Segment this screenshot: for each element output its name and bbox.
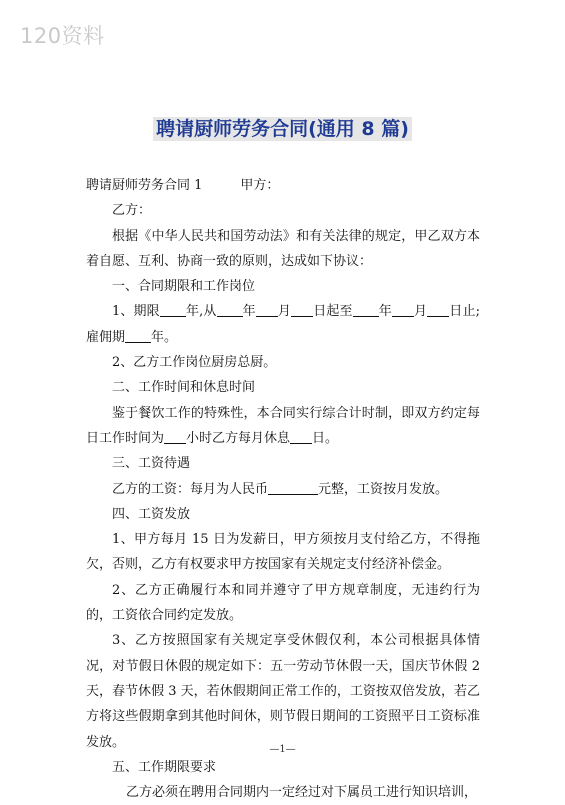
blank-field [353, 302, 379, 317]
section-2-para-1: 鉴于餐饮工作的特殊性，本合同实行综合计时制，即双方约定每日工作时间为 小时乙方每月休息 日。 [86, 405, 480, 446]
watermark: 120资料 [20, 24, 105, 48]
blank-field [164, 429, 186, 444]
party-b-label: 乙方： [112, 203, 152, 219]
section-1-para-2: 2、乙方工作岗位厨房总厨。 [112, 355, 277, 371]
blank-field [427, 302, 449, 317]
contract-heading-title: 聘请厨师劳务合同 1 [86, 178, 203, 193]
blank-field [268, 480, 318, 495]
section-1-para-1: 1、期限 年,从 年 月 日起至 年 月 日止;雇佣期 年。 [86, 304, 480, 345]
document-body [86, 173, 480, 805]
section-2-title: 二、工作时间和休息时间 [112, 380, 256, 396]
blank-field [290, 429, 312, 444]
blank-field [256, 302, 278, 317]
page-number: —1— [269, 744, 296, 755]
blank-field [392, 302, 414, 317]
intro-paragraph: 根据《中华人民共和国劳动法》和有关法律的规定，甲乙双方本着自愿、互利、协商一致的原则，达成如下协议： [86, 228, 480, 269]
blank-field [291, 302, 313, 317]
section-3-para-1: 乙方的工资：每月为人民币 元整，工资按月发放。 [112, 481, 449, 497]
section-4-para-3: 3、乙方按照国家有关规定享受休假仅利，本公司根据具体情况，对节假日休假的规定如下：五一劳动节休假一天，国庆节休假 2 天，春节休假 3 天，若休假期间正常工作的，工资按双倍发放，若乙方将这些假期拿到其他时间休，则节假日期间的工资照平日工资标准发放。 [86, 633, 480, 750]
document-title [0, 114, 565, 141]
section-3-title: 三、工资待遇 [112, 456, 191, 472]
section-5-para-1: 乙方必须在聘用合同期内一定经过对下属员工进行知识培训， [126, 785, 478, 801]
blank-field [217, 302, 243, 317]
section-1-title: 一、合同期限和工作岗位 [112, 279, 256, 295]
section-5-title: 五、工作期限要求 [112, 759, 217, 775]
section-4-para-1: 1、甲方每月 15 日为发薪日，甲方须按月支付给乙方，不得拖欠，否则，乙方有权要求甲方按国家有关规定支付经济补偿金。 [86, 532, 480, 573]
contract-heading [86, 173, 480, 198]
blank-field [125, 328, 151, 343]
document-title-text: 聘请厨师劳务合同(通用 8 篇) [153, 117, 412, 141]
blank-field [160, 302, 186, 317]
section-4-para-2: 2、乙方正确履行本和同并遵守了甲方规章制度，无违约行为的，工资依合同约定发放。 [86, 582, 480, 624]
party-a-label: 甲方： [240, 178, 280, 193]
section-4-title: 四、工资发放 [112, 506, 191, 522]
